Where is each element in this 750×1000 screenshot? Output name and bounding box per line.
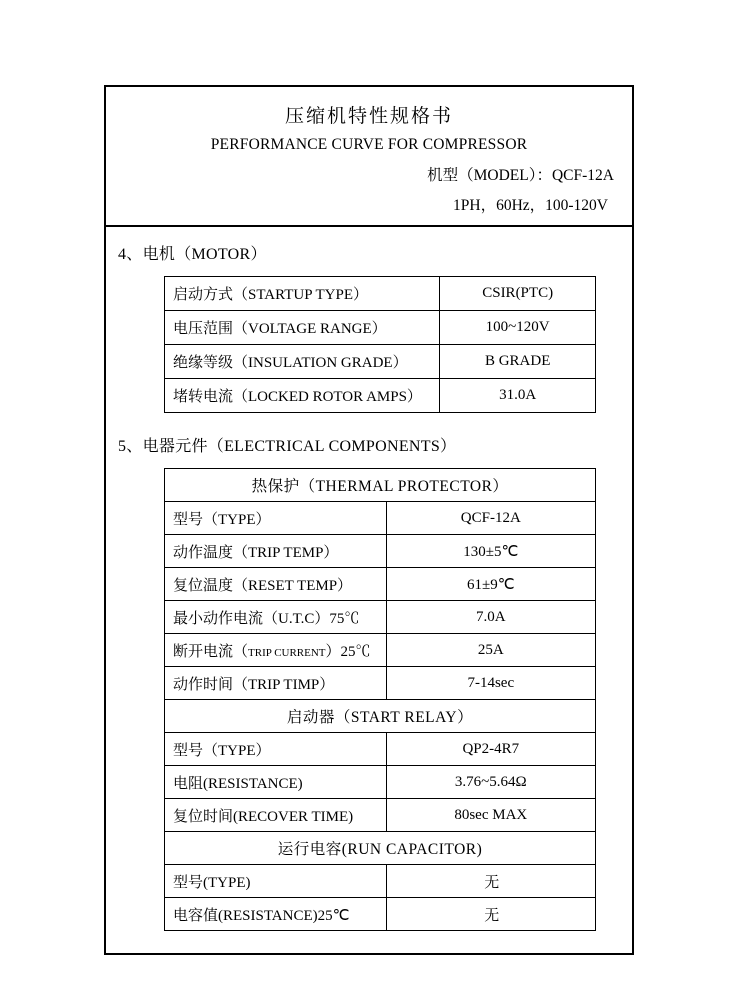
row-label: 启动方式（STARTUP TYPE） <box>165 277 440 311</box>
table-row <box>165 601 596 634</box>
model-line: 机型（MODEL）：QCF-12A <box>427 167 614 184</box>
table-row <box>165 733 596 766</box>
table-row <box>165 535 596 568</box>
subheading-start-relay: 启动器（START RELAY） <box>165 700 596 733</box>
row-label: 动作时间（TRIP TIMP） <box>165 667 387 700</box>
electrical-spec-line: 1PH，60Hz，100-120V <box>453 197 608 214</box>
table-subheader-row <box>165 469 596 502</box>
row-value: B GRADE <box>440 345 596 379</box>
table-row <box>165 766 596 799</box>
electrical-components-table <box>164 468 596 931</box>
table-row <box>165 345 596 379</box>
row-label-main: 断开电流（ <box>173 643 249 660</box>
row-value: QP2-4R7 <box>386 733 595 766</box>
page-title-en: PERFORMANCE CURVE FOR COMPRESSOR <box>210 136 528 153</box>
subheading-thermal-protector: 热保护（THERMAL PROTECTOR） <box>165 469 596 502</box>
row-value: QCF-12A <box>386 502 595 535</box>
row-label: 型号（TYPE） <box>165 733 387 766</box>
section-heading-electrical-components: 5、电器元件（ELECTRICAL COMPONENTS） <box>118 438 457 455</box>
row-label <box>165 634 387 667</box>
table-row <box>165 865 596 898</box>
row-value: 61±9℃ <box>386 568 595 601</box>
table-row <box>165 799 596 832</box>
table-subheader-row <box>165 700 596 733</box>
row-label-small: TRIP CURRENT <box>248 646 326 659</box>
row-label: 复位温度（RESET TEMP） <box>165 568 387 601</box>
row-value: 无 <box>386 865 595 898</box>
document-page <box>104 85 634 955</box>
row-label: 型号（TYPE） <box>165 502 387 535</box>
row-label: 堵转电流（LOCKED ROTOR AMPS） <box>165 379 440 413</box>
row-value: 25A <box>386 634 595 667</box>
row-label: 电阻(RESISTANCE) <box>165 766 387 799</box>
motor-table <box>164 276 596 413</box>
table-row <box>165 568 596 601</box>
row-value: 100~120V <box>440 311 596 345</box>
section-heading-motor: 4、电机（MOTOR） <box>118 246 267 263</box>
table-row <box>165 502 596 535</box>
row-value: 无 <box>386 898 595 931</box>
row-value: 7.0A <box>386 601 595 634</box>
row-value: 31.0A <box>440 379 596 413</box>
document-body <box>106 241 632 931</box>
table-row <box>165 311 596 345</box>
row-label: 电容值(RESISTANCE)25℃ <box>165 898 387 931</box>
table-row <box>165 667 596 700</box>
row-value: 3.76~5.64Ω <box>386 766 595 799</box>
row-label: 动作温度（TRIP TEMP） <box>165 535 387 568</box>
subheading-run-capacitor: 运行电容(RUN CAPACITOR) <box>165 832 596 865</box>
row-label-tail: ）25℃ <box>325 643 371 660</box>
row-value: 80sec MAX <box>386 799 595 832</box>
row-value: 7-14sec <box>386 667 595 700</box>
table-row <box>165 898 596 931</box>
page-title-cn: 压缩机特性规格书 <box>284 106 453 127</box>
row-label: 电压范围（VOLTAGE RANGE） <box>165 311 440 345</box>
table-row <box>165 634 596 667</box>
row-label: 复位时间(RECOVER TIME) <box>165 799 387 832</box>
row-label: 最小动作电流（U.T.C）75℃ <box>165 601 387 634</box>
row-value: CSIR(PTC) <box>440 277 596 311</box>
table-subheader-row <box>165 832 596 865</box>
row-label: 绝缘等级（INSULATION GRADE） <box>165 345 440 379</box>
row-value: 130±5℃ <box>386 535 595 568</box>
table-row <box>165 379 596 413</box>
document-header <box>106 87 632 227</box>
row-label: 型号(TYPE) <box>165 865 387 898</box>
table-row <box>165 277 596 311</box>
